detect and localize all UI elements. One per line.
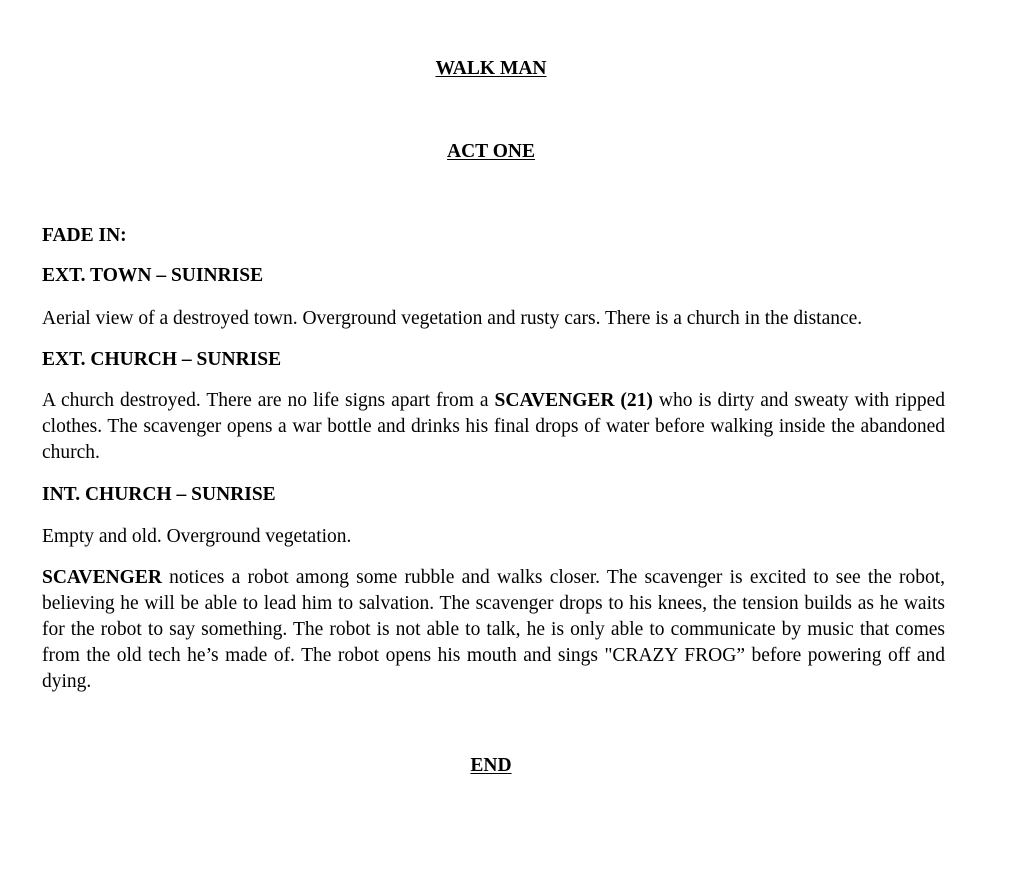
screenplay-title: WALK MAN (435, 58, 547, 79)
end-marker: END (470, 755, 512, 776)
action-text: notices a robot among some rubble and walks closer. The scavenger is excited to see the robot, believing he will be able to lead him to salvation. The scavenger drops to his knees, the tension builds as he waits for the robot to say something. The robot is not able to talk, he is only able to communicate by music that comes from the old tech he’s made of. The robot opens his mouth and sings "CRAZY FROG” before powering off and dying. (42, 567, 945, 692)
act-heading: ACT ONE (447, 141, 535, 162)
transition-fade-in: FADE IN: (42, 225, 127, 246)
action-text: who is dirty and sweaty with ripped clothes. The scavenger opens a war bottle and drinks his final drops of water before walking inside the abandoned church. (42, 390, 945, 463)
character-name-scavenger: SCAVENGER (21) (494, 390, 653, 411)
scene-heading-ext-town: EXT. TOWN – SUINRISE (42, 265, 264, 286)
action-int-church: Empty and old. Overground vegetation. (42, 526, 352, 547)
action-int-church-robot (42, 565, 945, 695)
scene-heading-int-church: INT. CHURCH – SUNRISE (42, 484, 276, 505)
action-ext-church (42, 388, 945, 466)
action-ext-town: Aerial view of a destroyed town. Overground vegetation and rusty cars. There is a church in the distance. (42, 308, 863, 329)
scene-heading-ext-church: EXT. CHURCH – SUNRISE (42, 349, 282, 370)
character-name-scavenger: SCAVENGER (42, 567, 162, 588)
action-text: A church destroyed. There are no life signs apart from a (42, 390, 495, 411)
